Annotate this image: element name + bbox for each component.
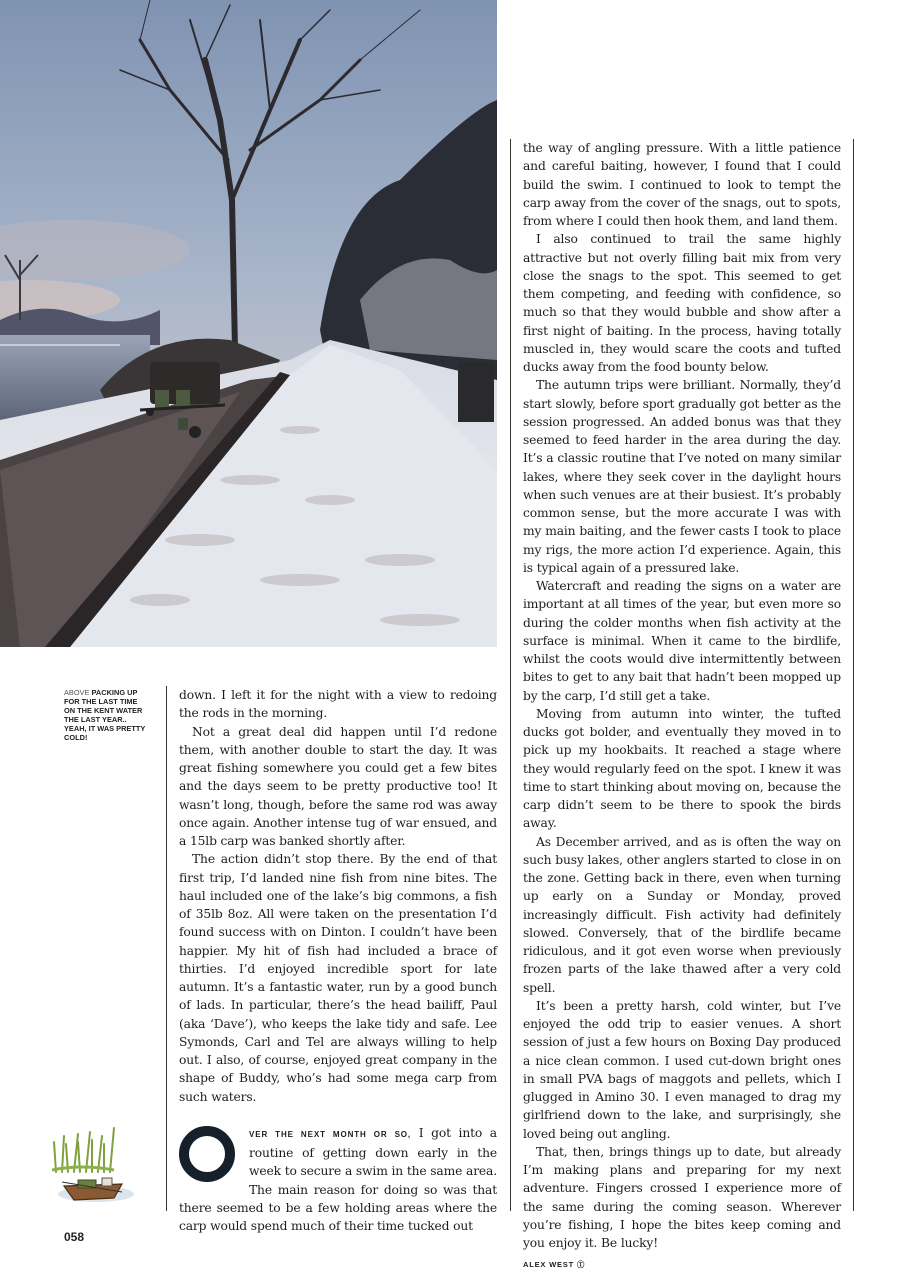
paragraph-text: I got into a routine of getting down early in the week to secure a swim in the same area. The main reason for doing so was that there seemed to be a few holding areas where the carp would spend much of their time tucked out [179,1125,497,1233]
lead-in: VER THE NEXT MONTH OR SO, [249,1129,412,1139]
paragraph: That, then, brings things up to date, but already I’m making plans and preparing for my next adventure. Fingers crossed I experience more of the same during the coming season. Wherever you’re fishing, I hope the bites keep coming and you enjoy it. Be lucky! [523,1144,841,1250]
dropcap-paragraph [179,1124,497,1236]
paragraph: Moving from autumn into winter, the tufted ducks got bolder, and eventually they moved in to pick up my hookbaits. It reached a stage where they would regularly feed on the spot. I knew it was time to start thinking about moving on, because the carp didn’t seem to be there to spook the birds away. [523,706,841,831]
end-mark-icon: Ⓣ [576,1260,586,1270]
paragraph: The autumn trips were brilliant. Normally, they’d start slowly, before sport gradually got better as the session progressed. An added bonus was that they seemed to feed harder in the area during the day. It’s a classic routine that I’ve noted on many similar lakes, where they seek cover in the daylight hours when such venues are at their busiest. It’s probably common sense, but the more accurate I was with my main baiting, and the fewer casts I took to place my rigs, the more action I’d experience. Again, this is typical again of a pressured lake. [523,378,841,575]
byline-name: ALEX WEST [523,1260,574,1270]
paragraph: The action didn’t stop there. By the end of that first trip, I’d landed nine fish from nine bites. The haul included one of the lake’s big commons, a fish of 35lb 8oz. All were taken on the presentation I’d found success with on Dinton. I couldn’t have been happier. My hit of fish had included a brace of thirties. I’d enjoyed incredible sport for late autumn. It’s a fantastic water, run by a good bunch of lads. In particular, there’s the head bailiff, Paul (aka ‘Dave’), who keeps the lake tidy and safe. Lee Symonds, Carl and Tel are always willing to help out. I also, of course, enjoyed great company in the shape of Buddy, who’s had some mega carp from such waters. [179,852,497,1104]
snowy-lakeside-path-photo [0,0,497,647]
reeds-and-boat-illustration-icon [52,1122,138,1208]
dropcap [179,1126,235,1182]
column-rule-right [853,139,854,1211]
caption-label: ABOVE [64,688,90,697]
page-number: 058 [64,1230,85,1244]
paragraph: I also continued to trail the same highly attractive but not overly filling bait mix from very close the snags to the spot. This seemed to get them competing, and feeding with confidence, so much so that they would bubble and show after a first night of baiting. In the process, having totally muscled in, they would scare the coots and tufted ducks away from the food bounty below. [523,232,841,374]
paragraph: It’s been a pretty harsh, cold winter, but I’ve enjoyed the odd trip to easier venues. A short session of just a few hours on Boxing Day produced a nice clean common. I used cut-down bright ones in small PVA bags of maggots and pellets, which I glugged in Amino 30. I even managed to drag my girlfriend down to the lake, and surprisingly, she loved being out angling. [523,998,841,1141]
paragraph: Not a great deal did happen until I’d redone them, with another double to start the day. It was great fishing somewhere you could get a few bites and the days seem to be pretty productive too! It wasn’t long, though, before the same rod was away once again. Another intense tug of war ensued, and a 15lb carp was banked shortly after. [179,724,497,848]
paragraph: Watercraft and reading the signs on a water are important at all times of the year, but even more so during the colder months when fish activity at the surface is minimal. When it came to the birdlife, whilst the coots would dive intermittently between bites to get to any bait that hadn’t been mopped up by the carp, I’d still get a take. [523,579,841,703]
dropcap-o-glyph [179,1126,235,1182]
paragraph: the way of angling pressure. With a little patience and careful baiting, however, I found that I could build the swim. I continued to look to tempt the carp away from the cover of the snags, out to spots, from where I could then hook them, and land them. [523,141,841,228]
paragraph: down. I left it for the night with a view to redoing the rods in the morning. [179,688,497,721]
article-column-right [523,139,841,1275]
article-column-middle [179,686,497,1235]
column-rule-middle [510,139,511,1211]
byline [523,1256,841,1274]
caption-text: PACKING UP FOR THE LAST TIME ON THE KENT WATER THE LAST YEAR.. YEAH, IT WAS PRETTY COLD! [64,688,146,742]
paragraph: As December arrived, and as is often the way on such busy lakes, other anglers started to close in on the zone. Getting back in there, even when turning up early on a Sunday or Monday, proved increasingly difficult. Fish activity had definitely slowed. Conversely, that of the birdlife became ridiculous, and it got even worse when previously frozen parts of the lake thawed after a very cold spell. [523,834,841,995]
photo-caption [64,688,148,742]
column-rule-left [166,686,167,1211]
